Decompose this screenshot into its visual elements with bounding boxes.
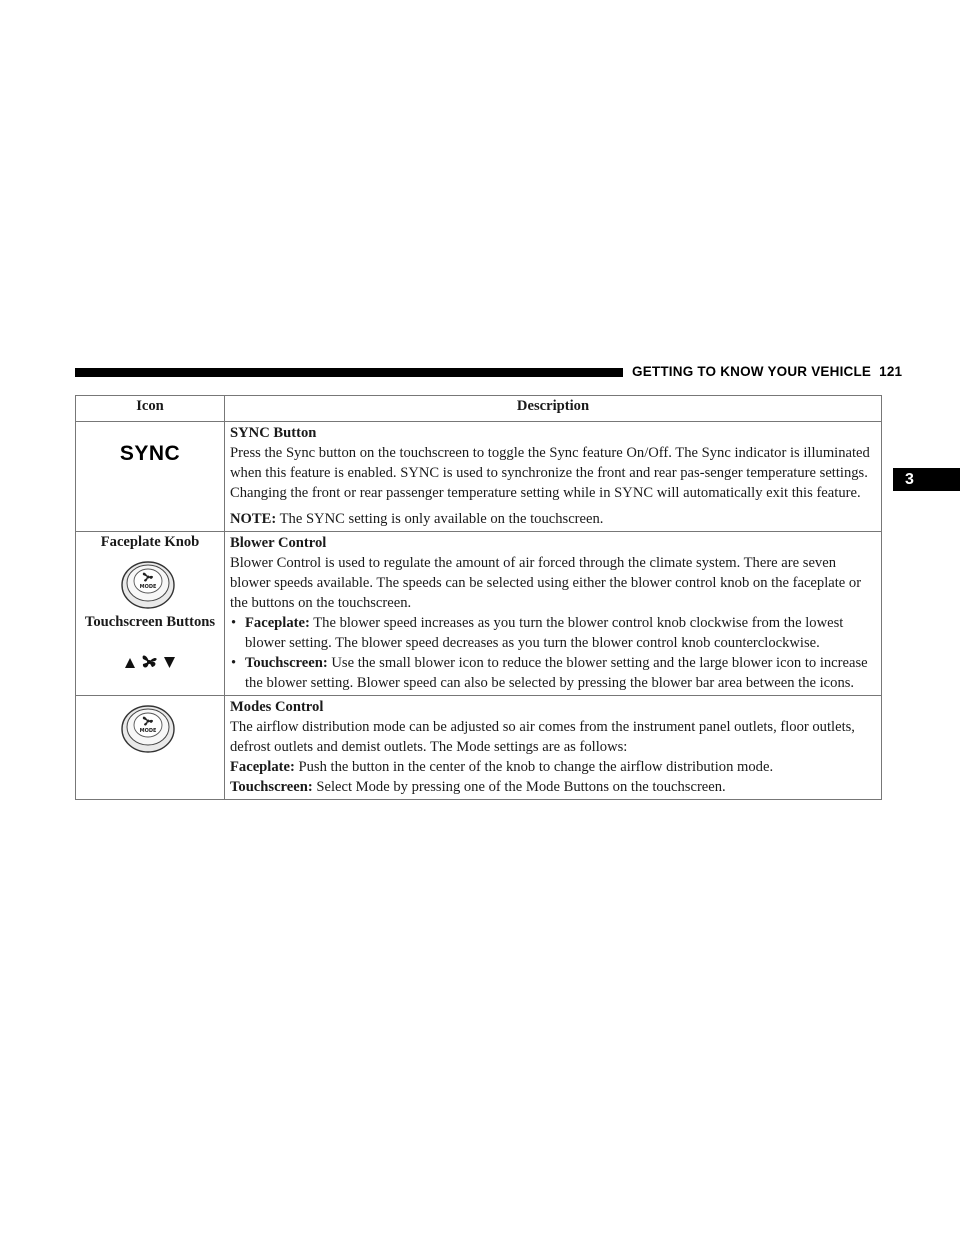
bullet-label: Touchscreen: — [245, 655, 328, 671]
note — [230, 509, 879, 529]
line-label: Faceplate: — [230, 759, 295, 775]
bullet-icon: • — [231, 655, 237, 671]
header-rule — [75, 368, 623, 377]
blower-up-down-icon — [124, 652, 176, 672]
row-title: SYNC Button — [230, 425, 317, 441]
chapter-tab: 3 — [893, 468, 960, 491]
page-number: 121 — [879, 364, 903, 379]
section-title: GETTING TO KNOW YOUR VEHICLE — [632, 364, 872, 379]
bullet-icon: • — [231, 615, 237, 631]
faceplate-knob-label: Faceplate Knob — [100, 534, 200, 550]
bullet-text: Use the small blower icon to reduce the blower setting and the large blower icon to increase the blower setting. Blower speed can also be selected by pressing the blower bar area between the icons. — [245, 655, 868, 691]
mode-line-touchscreen — [230, 777, 879, 797]
row-body: Press the Sync button on the touchscreen to toggle the Sync feature On/Off. The Sync indicator is illuminated when this feature is enabled. SYNC is used to synchronize the front and rear pas-senger temperature settings. Changing the front or rear passenger temperature setting while in SYNC will automatically exit this feature. — [230, 445, 870, 501]
note-label: NOTE: — [230, 511, 277, 527]
touchscreen-buttons-label: Touchscreen Buttons — [84, 614, 216, 630]
note-text: The SYNC setting is only available on the touchscreen. — [276, 511, 604, 527]
line-label: Touchscreen: — [230, 779, 313, 795]
description-cell-modes — [225, 696, 882, 800]
bullet-text: The blower speed increases as you turn the blower control knob clockwise from the lowest blower setting. The blower speed decreases as you turn the blower control knob counterclockwise. — [245, 615, 844, 651]
table-row-sync — [76, 422, 882, 532]
list-item — [230, 613, 879, 653]
table-row-modes — [76, 696, 882, 800]
icon-cell-sync — [76, 422, 225, 532]
mode-line-faceplate — [230, 757, 879, 777]
table-header-row — [76, 396, 882, 422]
list-item — [230, 653, 879, 693]
knob-mode-text: MODE — [139, 728, 157, 734]
sync-icon: SYNC — [119, 442, 181, 465]
line-text: Select Mode by pressing one of the Mode Buttons on the touchscreen. — [312, 779, 726, 795]
row-title: Blower Control — [230, 535, 327, 551]
column-header-icon: Icon — [76, 396, 225, 422]
row-body: Blower Control is used to regulate the amount of air forced through the climate system. There are seven blower speeds available. The speeds can be selected using either the blower control knob on the faceplate or the buttons on the touchscreen. — [230, 555, 862, 611]
table-row-blower — [76, 532, 882, 696]
knob-mode-text: MODE — [139, 584, 157, 590]
blower-knob-icon — [121, 558, 179, 610]
climate-controls-table — [75, 395, 882, 800]
blower-buttons-icon — [80, 652, 220, 672]
icon-cell-blower — [76, 532, 225, 696]
row-title: Modes Control — [230, 699, 324, 715]
description-cell-sync — [225, 422, 882, 532]
column-header-description: Description — [225, 396, 882, 422]
description-cell-blower — [225, 532, 882, 696]
icon-cell-modes — [76, 696, 225, 800]
bullet-label: Faceplate: — [245, 615, 310, 631]
line-text: Push the button in the center of the knob to change the airflow distribution mode. — [294, 759, 774, 775]
running-header — [632, 364, 902, 379]
row-body: The airflow distribution mode can be adjusted so air comes from the instrument panel outlets, floor outlets, defrost outlets and demist outlets. The Mode settings are as follows: — [230, 719, 855, 755]
mode-knob-icon — [121, 702, 179, 754]
